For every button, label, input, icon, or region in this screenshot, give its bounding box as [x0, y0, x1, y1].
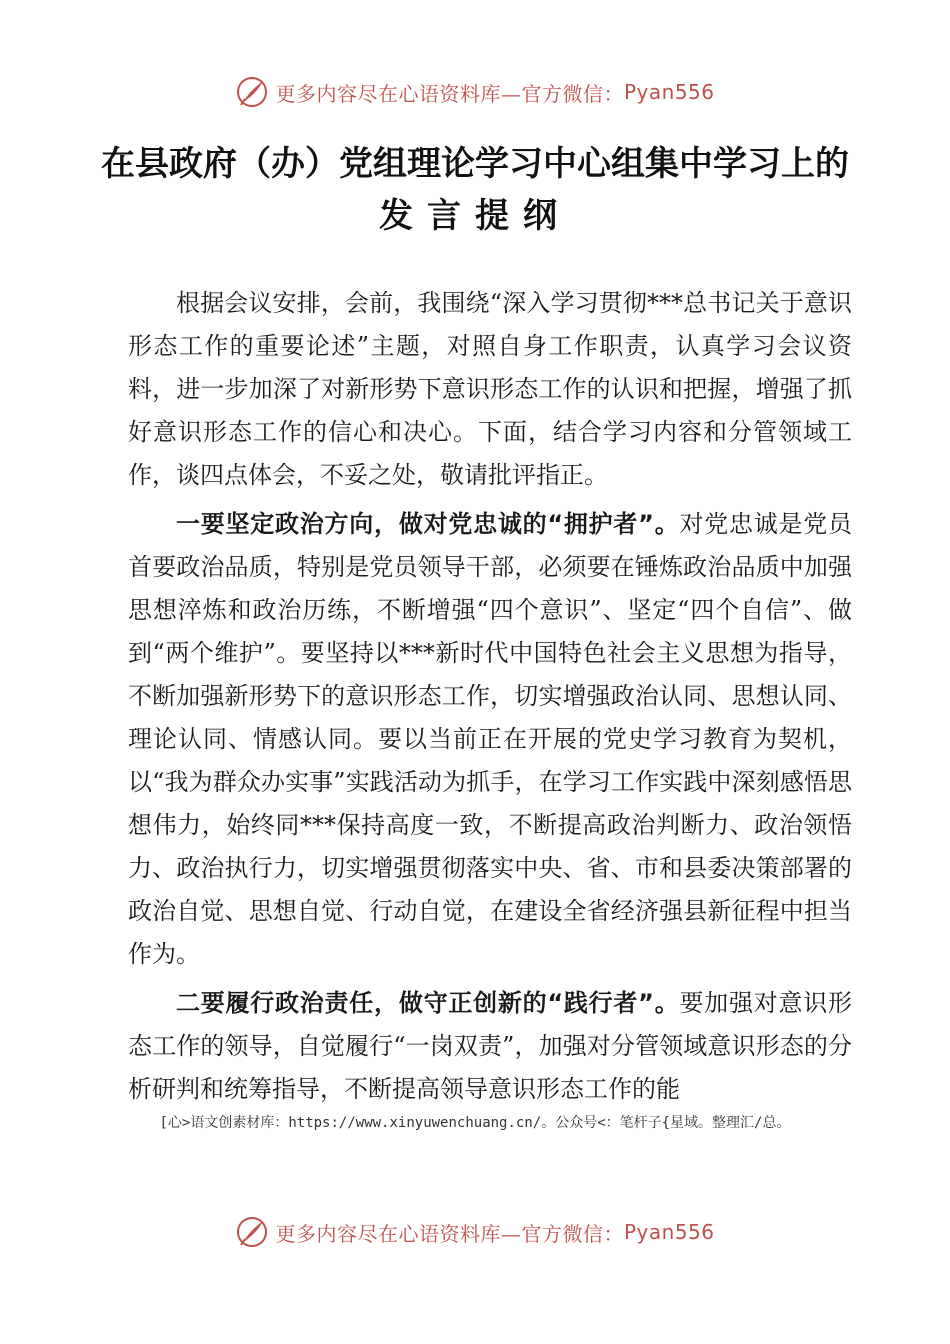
- quill-logo-icon: [235, 1215, 269, 1249]
- footer-source-note: [心>语文创素材库：https://www.xinyuwenchuang.cn/。公众号<：笔杆子{星域。整理汇/总。: [159, 1115, 791, 1131]
- watermark-id: Pyan556: [623, 1220, 715, 1244]
- document-title-line2: 发言提纲: [379, 196, 571, 236]
- document-title-line1: 在县政府（办）党组理论学习中心组集中学习上的: [101, 144, 849, 184]
- watermark-text: 更多内容尽在心语资料库—官方微信：: [275, 81, 624, 106]
- paragraph-lead: 二要履行政治责任，做守正创新的“践行者”。: [176, 989, 680, 1017]
- paragraph-point-2: [128, 982, 852, 1111]
- quill-logo-icon: [235, 75, 269, 109]
- paragraph-lead: 一要坚定政治方向，做对党忠诚的“拥护者”。: [176, 510, 680, 538]
- watermark-id: Pyan556: [623, 80, 715, 104]
- paragraph-text: 根据会议安排，会前，我围绕“深入学习贯彻***总书记关于意识形态工作的重要论述”主题，对照自身工作职责，认真学习会议资料，进一步加深了对新形势下意识形态工作的认识和把握，增强了抓好意识形态工作的信心和决心。下面，结合学习内容和分管领域工作，谈四点体会，不妥之处，敬请批评指正。: [128, 289, 852, 489]
- paragraph-intro: [128, 282, 852, 497]
- watermark-footer: [0, 1212, 950, 1252]
- watermark-text: 更多内容尽在心语资料库—官方微信：: [275, 1221, 624, 1246]
- document-body: [128, 282, 852, 1117]
- paragraph-text: 对党忠诚是党员首要政治品质，特别是党员领导干部，必须要在锤炼政治品质中加强思想淬炼和政治历练，不断增强“四个意识”、坚定“四个自信”、做到“两个维护”。要坚持以***新时代中国特色社会主义思想为指导，不断加强新形势下的意识形态工作，切实增强政治认同、思想认同、理论认同、情感认同。要以当前正在开展的党史学习教育为契机，以“我为群众办实事”实践活动为抓手，在学习工作实践中深刻感悟思想伟力，始终同***保持高度一致，不断提高政治判断力、政治领悟力、政治执行力，切实增强贯彻落实中央、省、市和县委决策部署的政治自觉、思想自觉、行动自觉，在建设全省经济强县新征程中担当作为。: [128, 510, 853, 968]
- watermark-header: [0, 72, 950, 112]
- paragraph-text: 要加强对意识形态工作的领导，自觉履行“一岗双责”，加强对分管领域意识形态的分析研判和统筹指导，不断提高领导意识形态工作的能: [128, 989, 853, 1103]
- paragraph-point-1: [128, 503, 852, 976]
